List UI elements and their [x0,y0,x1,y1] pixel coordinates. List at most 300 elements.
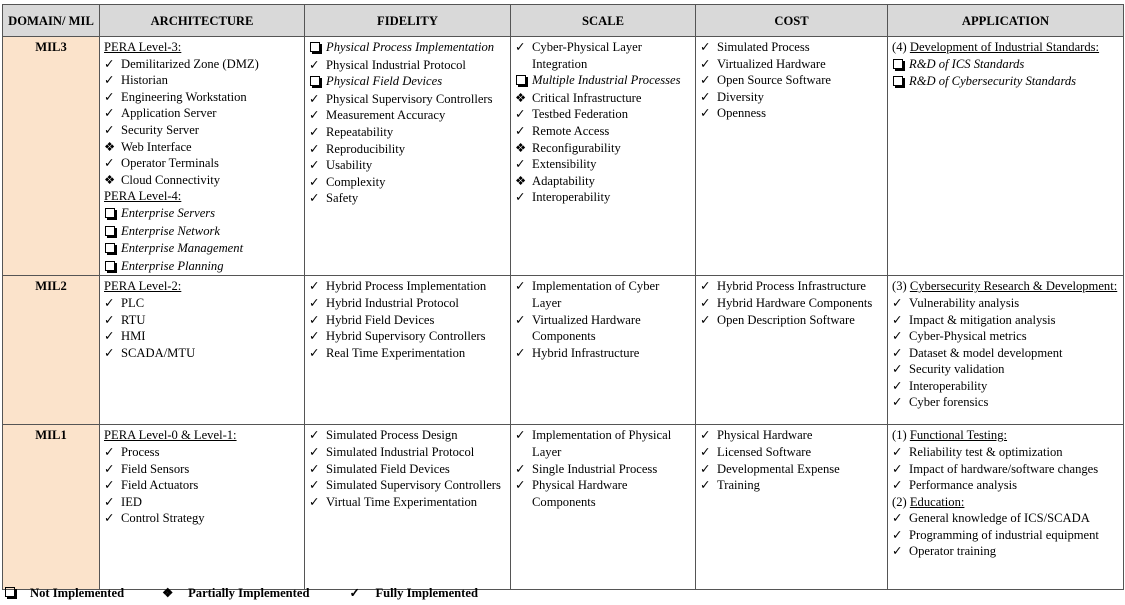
list-item [700,89,883,106]
fully-implemented-icon: ✓ [700,428,711,443]
fully-implemented-icon: ✓ [104,478,115,493]
section-number: (2) [892,494,910,509]
list-item [700,427,883,444]
legend-label: Partially Implemented [188,585,310,600]
list-item [515,90,691,107]
fully-implemented-icon: ✓ [700,56,711,71]
section-title: Cybersecurity Research & Development: [909,279,1118,294]
fully-implemented-icon: ✓ [309,329,320,344]
fully-implemented-icon: ✓ [309,191,320,206]
cell-cost-mil2 [696,276,888,425]
fully-implemented-icon: ✓ [309,124,320,139]
cell-cost-mil1 [696,425,888,590]
list-item-text: Virtual Time Experimentation [326,494,478,509]
list-item-text: Application Server [121,106,217,121]
fully-implemented-icon: ✓ [515,345,526,360]
section-number: (4) [892,40,910,54]
fully-implemented-icon: ✓ [104,89,115,104]
not-implemented-icon [309,39,326,57]
list-item-text: Enterprise Management [121,241,244,256]
table-row-mil3 [3,37,1124,276]
list-item [892,461,1119,478]
fully-implemented-icon: ✓ [892,312,903,327]
fully-implemented-icon: ✓ [892,345,903,360]
cell-application-mil1 [888,425,1124,590]
list-item-text: Physical Industrial Protocol [326,57,466,72]
fully-implemented-icon: ✓ [892,395,903,410]
list-item [104,258,300,276]
list-item-text: Openness [717,106,766,121]
list-item-text: Cloud Connectivity [121,172,220,187]
list-item-text: Hybrid Process Infrastructure [717,279,866,294]
partially-implemented-icon: ❖ [104,172,116,187]
fully-implemented-icon: ✓ [515,107,526,122]
list-item-text: Demilitarized Zone (DMZ) [121,56,259,71]
section-heading: PERA Level-0 & Level-1: [104,428,237,443]
list-item [104,105,300,122]
list-item-text: Extensibility [532,157,597,172]
fully-implemented-icon: ✓ [349,586,361,600]
list-item [104,494,300,511]
list-item-text: Diversity [717,89,764,104]
fully-implemented-icon: ✓ [700,89,711,104]
list-item-text: Open Description Software [717,312,855,327]
list-item-text: Enterprise Planning [121,258,224,273]
fully-implemented-icon: ✓ [309,345,320,360]
list-item-text: Operator Terminals [121,156,219,171]
list-item-text: Critical Infrastructure [532,90,642,105]
table-row-mil2 [3,276,1124,425]
header-cost: COST [696,5,888,37]
list-item [892,56,1119,74]
list-item [104,205,300,223]
list-item [700,461,883,478]
list-item-text: IED [121,494,142,509]
partially-implemented-icon: ❖ [104,139,116,154]
fully-implemented-icon: ✓ [309,279,320,294]
list-item [515,345,691,362]
list-item [892,328,1119,345]
list-item-text: Control Strategy [121,511,205,526]
list-item-text: Usability [326,158,373,173]
list-item [309,107,506,124]
list-item-text: Testbed Federation [532,107,628,122]
list-item-text: Measurement Accuracy [326,108,446,123]
list-item-text: Reconfigurability [532,140,621,155]
list-item [309,427,506,444]
legend [4,585,478,601]
list-item [515,461,691,478]
section-heading [892,427,1119,444]
list-item-text: Licensed Software [717,444,812,459]
not-implemented-icon [515,72,532,90]
list-item-text: Open Source Software [717,73,832,88]
list-item [892,378,1119,395]
list-item-text: Security Server [121,122,199,137]
list-item [700,295,883,312]
list-item-text: SCADA/MTU [121,345,196,360]
list-item-text: Field Actuators [121,478,199,493]
cell-scale-mil3 [511,37,696,276]
fully-implemented-icon: ✓ [892,461,903,476]
fully-implemented-icon: ✓ [700,106,711,121]
not-implemented-icon [892,73,909,91]
list-item [309,190,506,207]
table-row-mil1 [3,425,1124,590]
fully-implemented-icon: ✓ [892,378,903,393]
list-item [104,89,300,106]
section-number: (1) [892,428,910,443]
list-item-text: Reproducibility [326,141,406,156]
list-item-text: Impact of hardware/software changes [909,461,1099,476]
list-item-text: Enterprise Servers [121,205,216,220]
list-item [309,57,506,74]
cell-application-mil2 [888,276,1124,425]
fully-implemented-icon: ✓ [309,312,320,327]
list-item-text: Simulated Industrial Protocol [326,444,475,459]
list-item-text: Hybrid Field Devices [326,312,435,327]
list-item [515,72,691,90]
fully-implemented-icon: ✓ [700,478,711,493]
cell-scale-mil2 [511,276,696,425]
header-row [3,5,1124,37]
list-item [309,157,506,174]
list-item-text: Developmental Expense [717,461,840,476]
fully-implemented-icon: ✓ [515,157,526,172]
fully-implemented-icon: ✓ [104,312,115,327]
list-item [104,312,300,329]
list-item-text: Simulated Process [717,40,810,54]
list-item-text: HMI [121,329,146,344]
fully-implemented-icon: ✓ [700,295,711,310]
list-item [309,328,506,345]
fully-implemented-icon: ✓ [700,444,711,459]
list-item [309,174,506,191]
list-item [309,141,506,158]
list-item-text: Physical Supervisory Controllers [326,91,493,106]
fully-implemented-icon: ✓ [892,295,903,310]
list-item [515,39,691,72]
list-item-text: Web Interface [121,139,192,154]
legend-item-partial [162,585,309,601]
list-item-text: Simulated Process Design [326,428,458,443]
header-architecture: ARCHITECTURE [100,5,305,37]
list-item [700,39,883,56]
section-heading [892,494,1119,511]
list-item [515,123,691,140]
list-item [515,156,691,173]
list-item-text: PLC [121,295,145,310]
fully-implemented-icon: ✓ [892,527,903,542]
list-item [309,444,506,461]
partially-implemented-icon: ❖ [515,173,527,188]
list-item [892,312,1119,329]
list-item-text: Simulated Supervisory Controllers [326,478,501,493]
fully-implemented-icon: ✓ [515,40,526,54]
list-item-text: General knowledge of ICS/SCADA [909,511,1090,526]
list-item-text: Reliability test & optimization [909,444,1063,459]
cell-cost-mil3 [696,37,888,276]
fully-implemented-icon: ✓ [892,511,903,526]
fully-implemented-icon: ✓ [309,295,320,310]
list-item-text: Historian [121,73,168,88]
fully-implemented-icon: ✓ [309,174,320,189]
cell-fidelity-mil3 [305,37,511,276]
list-item-text: Physical Hardware [717,428,813,443]
list-item-text: Implementation of Physical Layer [532,428,672,459]
list-item-text: Complexity [326,174,386,189]
cell-architecture-mil3 [100,37,305,276]
list-item [515,312,691,345]
list-item [309,73,506,91]
fully-implemented-icon: ✓ [309,428,320,443]
list-item [700,105,883,122]
fully-implemented-icon: ✓ [309,461,320,476]
list-item-text: Safety [326,191,359,206]
list-item [309,461,506,478]
list-item [309,494,506,511]
list-item [515,278,691,311]
not-implemented-icon [892,56,909,74]
list-item [104,295,300,312]
list-item [700,72,883,89]
list-item-text: Physical Field Devices [326,74,443,89]
section-heading [892,278,1119,295]
not-implemented-icon [104,258,121,276]
legend-item-not [4,586,124,601]
list-item [309,477,506,494]
fully-implemented-icon: ✓ [309,494,320,509]
row-label-mil3: MIL3 [3,37,100,276]
not-implemented-icon [104,240,121,258]
list-item [309,345,506,362]
cell-architecture-mil2 [100,276,305,425]
list-item [515,106,691,123]
cell-scale-mil1 [511,425,696,590]
list-item [309,39,506,57]
list-item-text: Hybrid Industrial Protocol [326,295,459,310]
list-item-text: Implementation of Cyber Layer [532,279,660,310]
fully-implemented-icon: ✓ [309,141,320,156]
list-item-text: R&D of ICS Standards [909,56,1025,71]
list-item-text: Hybrid Hardware Components [717,295,873,310]
fully-implemented-icon: ✓ [104,444,115,459]
fully-implemented-icon: ✓ [515,279,526,294]
section-title: Development of Industrial Standards: [909,40,1100,54]
list-item [892,394,1119,411]
list-item [515,173,691,190]
fully-implemented-icon: ✓ [700,73,711,88]
list-item [104,461,300,478]
fully-implemented-icon: ✓ [515,428,526,443]
list-item [104,328,300,345]
section-title: Functional Testing: [909,428,1008,443]
fully-implemented-icon: ✓ [104,511,115,526]
list-item-text: Field Sensors [121,461,190,476]
list-item-text: R&D of Cybersecurity Standards [909,74,1077,89]
not-implemented-icon [4,586,30,601]
list-item-text: Engineering Workstation [121,89,247,104]
list-item-text: Cyber-Physical Layer Integration [532,40,642,71]
list-item-text: Programming of industrial equipment [909,527,1099,542]
list-item-text: Vulnerability analysis [909,295,1020,310]
list-item-text: Virtualized Hardware Components [532,312,641,344]
fully-implemented-icon: ✓ [104,106,115,121]
list-item-text: Single Industrial Process [532,461,658,476]
cell-application-mil3 [888,37,1124,276]
fully-implemented-icon: ✓ [892,478,903,493]
list-item [104,240,300,258]
section-heading: PERA Level-4: [104,189,182,204]
legend-label: Not Implemented [30,585,125,600]
fully-implemented-icon: ✓ [104,295,115,310]
list-item-text: Repeatability [326,124,394,139]
fully-implemented-icon: ✓ [700,312,711,327]
list-item-text: Hybrid Infrastructure [532,345,640,360]
partially-implemented-icon: ❖ [515,140,527,155]
list-item [309,278,506,295]
cell-fidelity-mil2 [305,276,511,425]
list-item-text: Virtualized Hardware [717,56,826,71]
list-item [700,477,883,494]
fully-implemented-icon: ✓ [309,108,320,123]
fully-implemented-icon: ✓ [700,40,711,54]
list-item [104,345,300,362]
fully-implemented-icon: ✓ [104,345,115,360]
list-item [104,477,300,494]
fully-implemented-icon: ✓ [309,444,320,459]
list-item-text: Adaptability [532,173,595,188]
fully-implemented-icon: ✓ [104,122,115,137]
fully-implemented-icon: ✓ [515,190,526,205]
list-item [309,91,506,108]
list-item [104,172,300,189]
row-label-mil1: MIL1 [3,425,100,590]
not-implemented-icon [309,73,326,91]
list-item-text: Hybrid Process Implementation [326,279,487,294]
section-heading: PERA Level-3: [104,40,182,54]
list-item [892,361,1119,378]
list-item-text: Dataset & model development [909,345,1063,360]
fully-implemented-icon: ✓ [309,57,320,72]
fully-implemented-icon: ✓ [104,56,115,71]
list-item [700,278,883,295]
list-item [104,72,300,89]
list-item [700,444,883,461]
list-item [309,312,506,329]
fully-implemented-icon: ✓ [892,362,903,377]
header-application: APPLICATION [888,5,1124,37]
partially-implemented-icon: ❖ [515,90,527,105]
list-item-text: Performance analysis [909,478,1018,493]
list-item [892,510,1119,527]
list-item-text: Multiple Industrial Processes [532,73,681,88]
fully-implemented-icon: ✓ [309,478,320,493]
header-scale: SCALE [511,5,696,37]
legend-item-full [349,585,478,601]
partially-implemented-icon: ❖ [162,586,174,600]
list-item [892,527,1119,544]
list-item-text: Real Time Experimentation [326,345,466,360]
list-item [892,73,1119,91]
header-domain-mil: DOMAIN/ MIL [3,5,100,37]
fully-implemented-icon: ✓ [892,444,903,459]
not-implemented-icon [104,223,121,241]
list-item-text: Physical Hardware Components [532,478,628,509]
list-item [700,56,883,73]
list-item-text: Operator training [909,544,997,559]
section-heading: PERA Level-2: [104,279,182,294]
fully-implemented-icon: ✓ [515,312,526,327]
section-heading [892,39,1119,56]
fully-implemented-icon: ✓ [104,329,115,344]
list-item-text: Hybrid Supervisory Controllers [326,329,486,344]
section-title: Education: [909,494,965,509]
fully-implemented-icon: ✓ [700,279,711,294]
table-body [3,37,1124,590]
list-item-text: Interoperability [532,190,611,205]
list-item [515,427,691,460]
list-item [515,189,691,206]
list-item [892,477,1119,494]
list-item [104,155,300,172]
fully-implemented-icon: ✓ [892,329,903,344]
list-item [892,345,1119,362]
list-item-text: Process [121,444,160,459]
list-item-text: Training [717,478,760,493]
section-number: (3) [892,279,910,294]
list-item [700,312,883,329]
fully-implemented-icon: ✓ [515,461,526,476]
fully-implemented-icon: ✓ [515,478,526,493]
row-label-mil2: MIL2 [3,276,100,425]
fully-implemented-icon: ✓ [104,461,115,476]
cell-architecture-mil1 [100,425,305,590]
fully-implemented-icon: ✓ [104,156,115,171]
header-fidelity: FIDELITY [305,5,511,37]
list-item [104,223,300,241]
list-item [104,510,300,527]
list-item-text: Enterprise Network [121,223,220,238]
list-item [104,122,300,139]
legend-label: Fully Implemented [375,585,478,600]
cell-fidelity-mil1 [305,425,511,590]
list-item [892,295,1119,312]
not-implemented-icon [104,205,121,223]
list-item-text: Simulated Field Devices [326,461,450,476]
list-item-text: Cyber forensics [909,395,989,410]
list-item-text: Interoperability [909,378,988,393]
list-item [892,444,1119,461]
list-item [104,444,300,461]
fully-implemented-icon: ✓ [309,91,320,106]
fully-implemented-icon: ✓ [700,461,711,476]
fully-implemented-icon: ✓ [309,158,320,173]
list-item [104,139,300,156]
list-item-text: Remote Access [532,123,610,138]
list-item [515,477,691,510]
list-item [892,543,1119,560]
list-item-text: Cyber-Physical metrics [909,329,1027,344]
list-item-text: Impact & mitigation analysis [909,312,1056,327]
fully-implemented-icon: ✓ [104,73,115,88]
list-item [309,295,506,312]
list-item-text: RTU [121,312,146,327]
list-item [309,124,506,141]
fully-implemented-icon: ✓ [104,494,115,509]
mil-comparison-table [2,4,1124,590]
fully-implemented-icon: ✓ [892,544,903,559]
